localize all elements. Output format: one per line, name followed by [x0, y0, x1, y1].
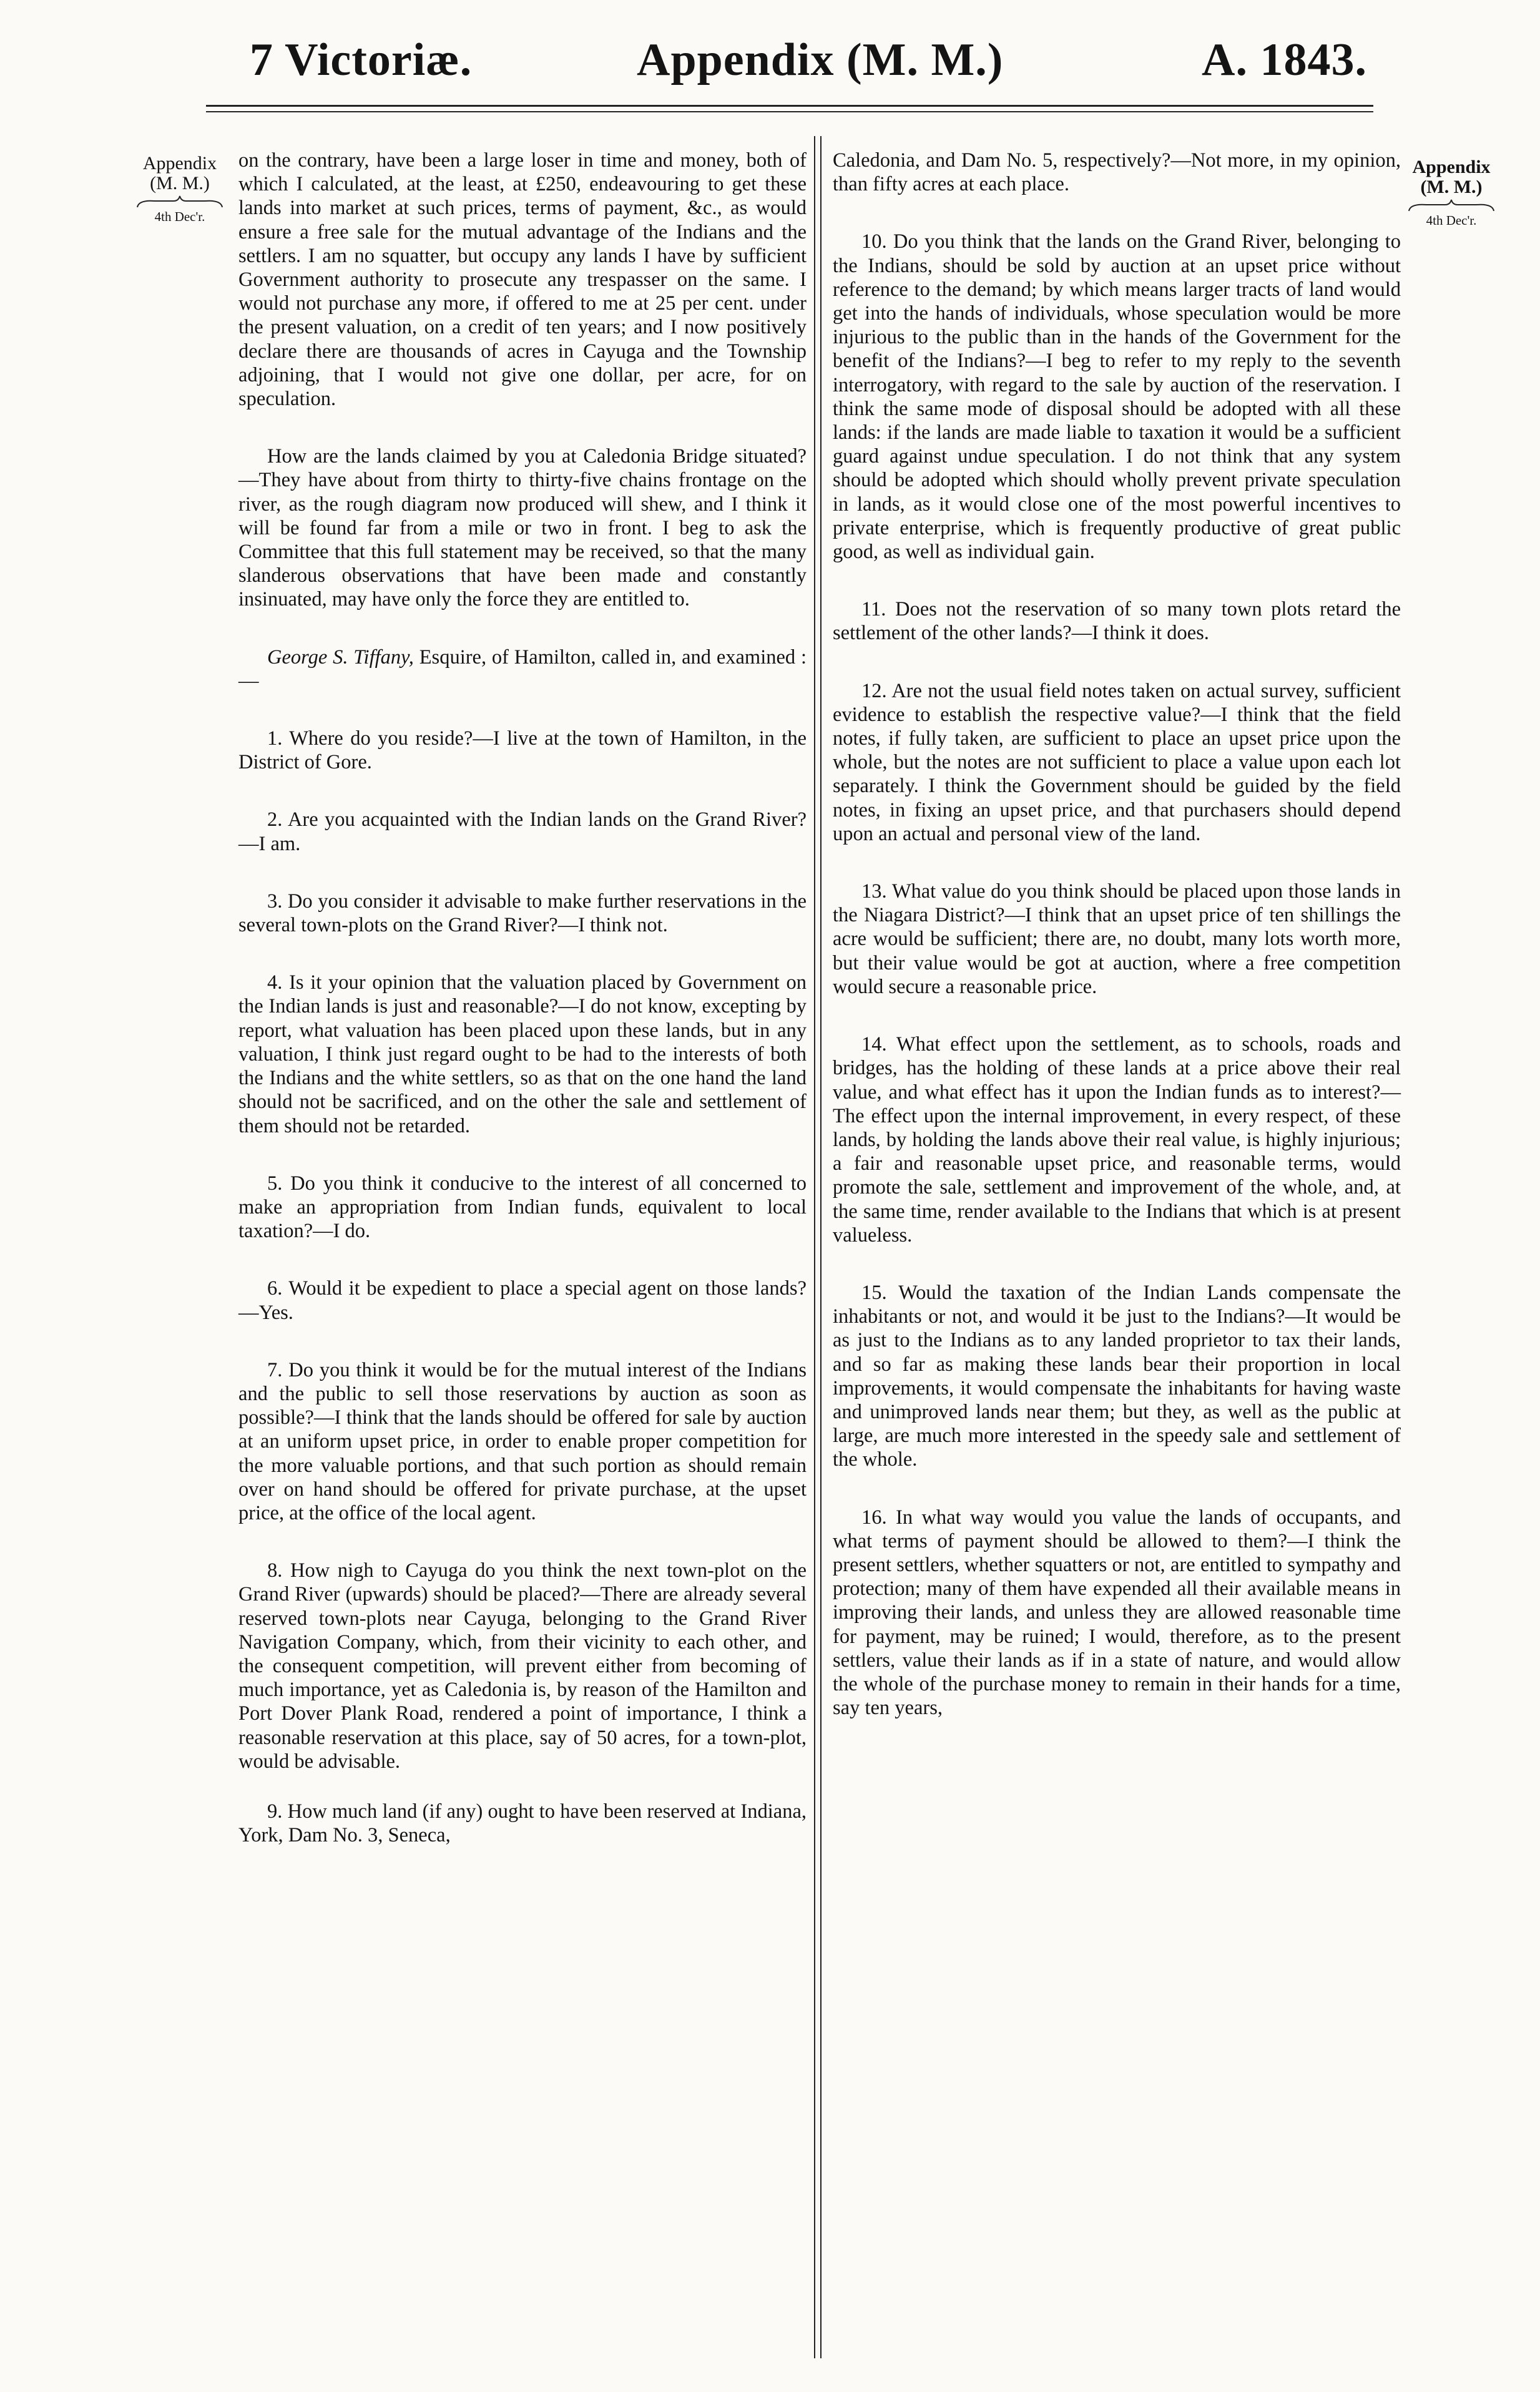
header-appendix-title: Appendix (M. M.) — [637, 34, 1004, 86]
header-rule-thin — [206, 111, 1373, 112]
question-9: 9. How much land (if any) ought to have been reserved at Indiana, York, Dam No. 3, Seneca, — [238, 1800, 807, 1847]
header-year: A. 1843. — [1202, 34, 1367, 86]
question-14: 14. What effect upon the settlement, as to schools, roads and bridges, has the holding of these lands at a price above their real value, and what effect has it upon the Indian funds as to interest?—The effect upon the internal improvement, in every respect, of these lands, by holding the lands above their real value, is highly injurious; a fair and reasonable upset price, and reasonable terms, would promote the sale, settlement and improvement of the whole, and, at the same time, render available to the Indians that which is at present valueless. — [833, 1033, 1401, 1247]
margin-note-date: 4th Dec'r. — [154, 209, 205, 224]
witness-name: George S. Tiffany, — [267, 645, 414, 669]
witness-introduction — [238, 645, 807, 693]
margin-brace-icon — [1408, 199, 1495, 212]
margin-note-appendix-letter: (M. M.) — [150, 173, 210, 194]
question-7: 7. Do you think it would be for the mutual interest of the Indians and the public to sell those reservations by auction as soon as possible?—I think that the lands should be offered for sale by auction at an uniform upset price, in order to enable proper competition for the more valuable portions, and that such portion as should remain over on hand should be offered for private purchase, at the upset price, at the office of the local agent. — [238, 1358, 807, 1524]
column-divider-left — [814, 136, 815, 2358]
margin-note-right — [1398, 157, 1504, 228]
column-divider-right — [820, 136, 821, 2358]
right-column — [833, 149, 1401, 1753]
question-9-continued: Caledonia, and Dam No. 5, respectively?—Not more, in my opinion, than fifty acres at each place. — [833, 149, 1401, 196]
question-8: 8. How nigh to Cayuga do you think the next town-plot on the Grand River (upwards) should be placed?—There are already several reserved town-plots near Cayuga, belonging to the Grand River Navigation Company, which, from their vicinity to each other, and the consequent competition, will prevent either from becoming of much importance, yet as Caledonia is, by reason of the Hamilton and Port Dover Plank Road, rendered a point of importance, I think a reasonable reservation at this place, say of 50 acres, for a town-plot, would be advisable. — [238, 1559, 807, 1773]
margin-brace-icon — [136, 195, 223, 208]
margin-note-appendix: Appendix — [1412, 157, 1491, 177]
caledonia-paragraph: How are the lands claimed by you at Caledonia Bridge situated?—They have about from thirty to thirty-five chains frontage on the river, as the rough diagram now produced will shew, and I think it will be found far from a mile or two in front. I beg to ask the Committee that this full statement may be received, so that the many slanderous observations that have been made and constantly insinuated, may have only the force they are entitled to. — [238, 445, 807, 611]
question-6: 6. Would it be expedient to place a special agent on those lands?—Yes. — [238, 1277, 807, 1324]
margin-note-appendix-letter: (M. M.) — [1420, 177, 1483, 197]
header-rule-thick — [206, 105, 1373, 107]
question-4: 4. Is it your opinion that the valuation placed by Government on the Indian lands is just and reasonable?—I do not know, excepting by report, what valuation has been placed upon these lands, but in any valuation, I think just regard ought to be had to the interests of both the Indians and the white settlers, so as that on the one hand the land should not be sacrificed, and on the other the sale and settlement of them should not be retarded. — [238, 971, 807, 1137]
question-3: 3. Do you consider it advisable to make further reservations in the several town-plots on the Grand River?—I think not. — [238, 890, 807, 937]
question-10: 10. Do you think that the lands on the Grand River, belonging to the Indians, should be sold by auction at an upset price without reference to the demand; by which means larger tracts of land would get into the hands of individuals, whose speculation would be more injurious to the public than in the hands of the Government for the benefit of the Indians?—I beg to refer to my reply to the seventh interrogatory, with regard to the sale by auction of the reservation. I think the same mode of disposal should be adopted with all these lands: if the lands are made liable to taxation it would be a sufficient guard against undue speculation. I do not think that any system should be adopted which should wholly prevent private speculation in lands, as it would close one of the most powerful incentives to private enterprise, which is frequently productive of great public good, as well as individual gain. — [833, 230, 1401, 564]
question-15: 15. Would the taxation of the Indian Lands compensate the inhabitants or not, and would it be just to the Indians?—It would be as just to the Indians as to any landed proprietor to tax their lands, and so far as making these lands bear their proportion in local improvements, it would compensate the inhabitants for having waste and unimproved lands near them; but they, as well as the public at large, are much more interested in the speedy sale and settlement of the whole. — [833, 1281, 1401, 1471]
header-regnal-year: 7 Victoriæ. — [250, 34, 473, 86]
witness-intro-text: Esquire, of Hamilton, called in, and examined :— — [238, 645, 807, 692]
margin-note-appendix: Appendix — [142, 153, 217, 174]
margin-note-date: 4th Dec'r. — [1426, 213, 1477, 228]
question-13: 13. What value do you think should be placed upon those lands in the Niagara District?—I think that an upset price of ten shillings the acre would be sufficient; there are, no doubt, many lots worth more, but their value would be got at auction, where a free competition would secure a reasonable price. — [833, 880, 1401, 998]
continuation-paragraph: on the contrary, have been a large loser in time and money, both of which I calculated, at the least, at £250, endeavouring to get these lands into market at such prices, terms of payment, &c., as would ensure a free sale for the mutual advantage of the Indians and the settlers. I am no squatter, but occupy any lands I have by sufficient Government authority to prosecute any trespasser on the same. I would not purchase any more, if offered to me at 25 per cent. under the present valuation, on a credit of ten years; and I now positively declare there are thousands of acres in Cayuga and the Township adjoining, that I would not give one dollar, per acre, for on speculation. — [238, 149, 807, 411]
margin-note-left — [130, 154, 230, 225]
page-header — [0, 24, 1540, 92]
question-5: 5. Do you think it conducive to the interest of all concerned to make an appropriation from Indian funds, equivalent to local taxation?—I do. — [238, 1172, 807, 1243]
question-1: 1. Where do you reside?—I live at the town of Hamilton, in the District of Gore. — [238, 727, 807, 774]
question-12: 12. Are not the usual field notes taken on actual survey, sufficient evidence to establish the respective value?—I think that the field notes, if fully taken, are sufficient to place an upset price upon the whole, but the notes are not sufficient to place a value upon each lot separately. I think the Government should be guided by the field notes, in fixing an upset price, and that purchasers should depend upon an actual and personal view of the land. — [833, 679, 1401, 845]
question-16: 16. In what way would you value the lands of occupants, and what terms of payment should be allowed to them?—I think the present settlers, whether squatters or not, are entitled to sympathy and protection; many of them have expended all their available means in improving their lands, and unless they are allowed reasonable time for payment, may be ruined; I would, therefore, as to the present settlers, value their lands as if in a state of nature, and would allow the whole of the purchase money to remain in their hands for a time, say ten years, — [833, 1506, 1401, 1720]
question-11: 11. Does not the reservation of so many town plots retard the settlement of the other lands?—I think it does. — [833, 598, 1401, 645]
left-column — [238, 149, 807, 1881]
question-2: 2. Are you acquainted with the Indian lands on the Grand River?—I am. — [238, 808, 807, 855]
